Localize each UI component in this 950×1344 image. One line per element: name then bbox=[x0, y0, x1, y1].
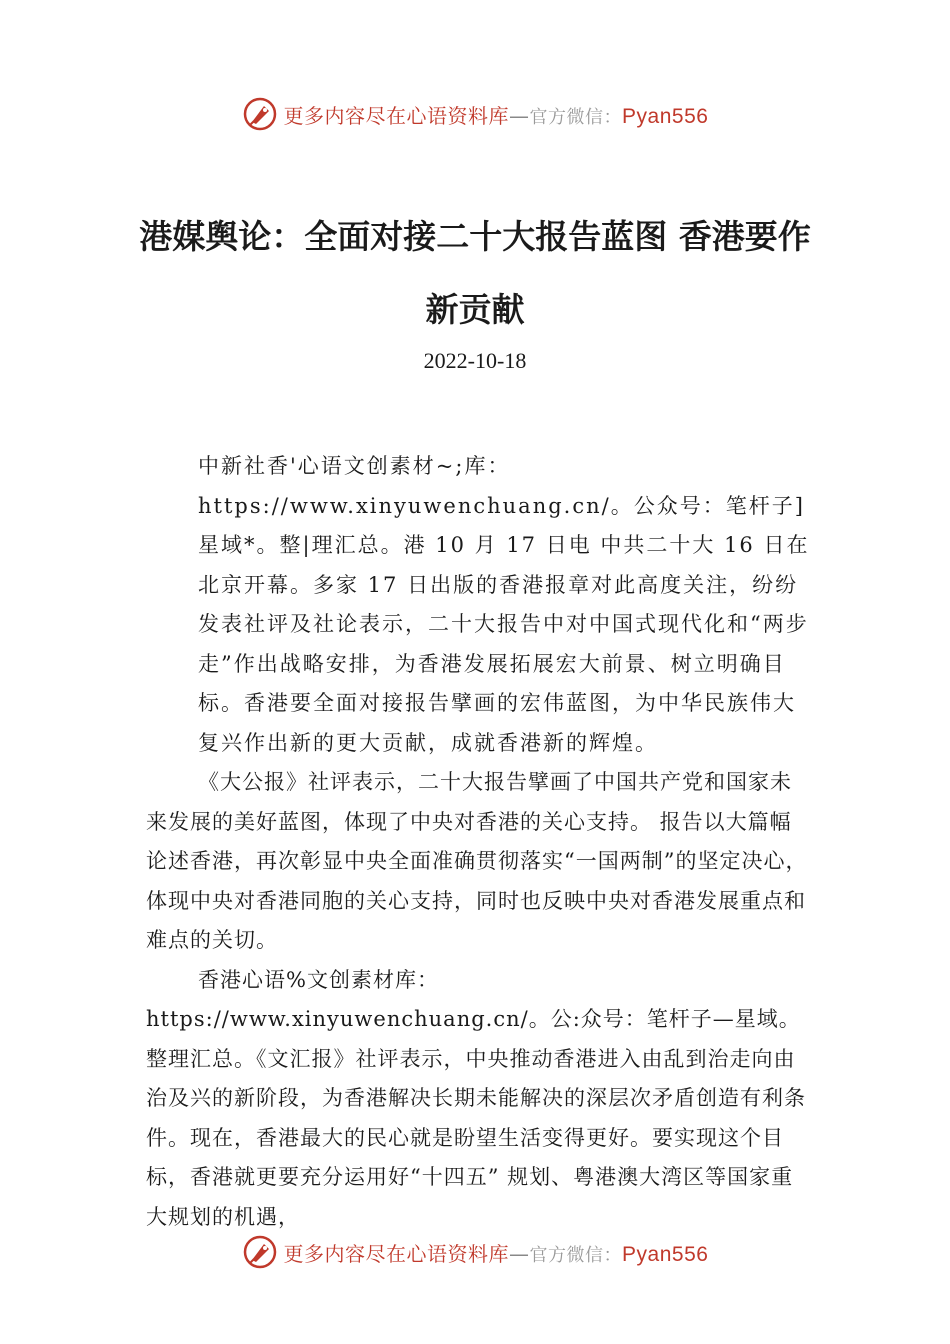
paragraph-3: 香港心语%文创素材库：https://www.xinyuwenchuang.cn/。公:众号：笔杆子—星域。整理汇总。《文汇报》社评表示，中央推动香港进入由乱到治走向由治及兴的新阶段，为香港解决长期未能解决的深层次矛盾创造有利条件。现在，香港最大的民心就是盼望生活变得更好。要实现这个目标，香港就更要充分运用好“十四五” 规划、粤港澳大湾区等国家重大规划的机遇， bbox=[146, 967, 806, 1229]
header-banner bbox=[0, 94, 950, 134]
article-title: 港媒舆论：全面对接二十大报告蓝图 香港要作新贡献 bbox=[139, 217, 811, 329]
article-date: 2022-10-18 bbox=[423, 348, 527, 373]
article-body bbox=[146, 447, 810, 1237]
header-banner-text: 更多内容尽在心语资料库—官方微信：Pyan556 bbox=[283, 103, 709, 128]
paragraph-1: 中新社香'心语文创素材~;库：https://www.xinyuwenchuang.cn/。公众号：笔杆子]星域*。整|理汇总。港 10 月 17 日电 中共二十大 16 日在北京开幕。多家 17 日出版的香港报章对此高度关注，纷纷发表社评及社论表示，二十大报告中对中国式现代化和“两步走”作出战略安排，为香港发展拓展宏大前景、树立明确目标。香港要全面对接报告擘画的宏伟蓝图，为中华民族伟大复兴作出新的更大贡献，成就香港新的辉煌。 bbox=[198, 454, 810, 755]
footer-banner-text: 更多内容尽在心语资料库—官方微信：Pyan556 bbox=[283, 1241, 709, 1266]
footer-banner bbox=[0, 1232, 950, 1272]
pen-nib-logo-icon bbox=[242, 1234, 278, 1270]
pen-nib-logo-icon bbox=[242, 96, 278, 132]
paragraph-2: 《大公报》社评表示，二十大报告擘画了中国共产党和国家未来发展的美好蓝图，体现了中央对香港的关心支持。 报告以大篇幅论述香港，再次彰显中央全面准确贯彻落实“一国两制”的坚定决心，体现中央对香港同胞的关心支持，同时也反映中央对香港发展重点和难点的关切。 bbox=[146, 770, 808, 952]
